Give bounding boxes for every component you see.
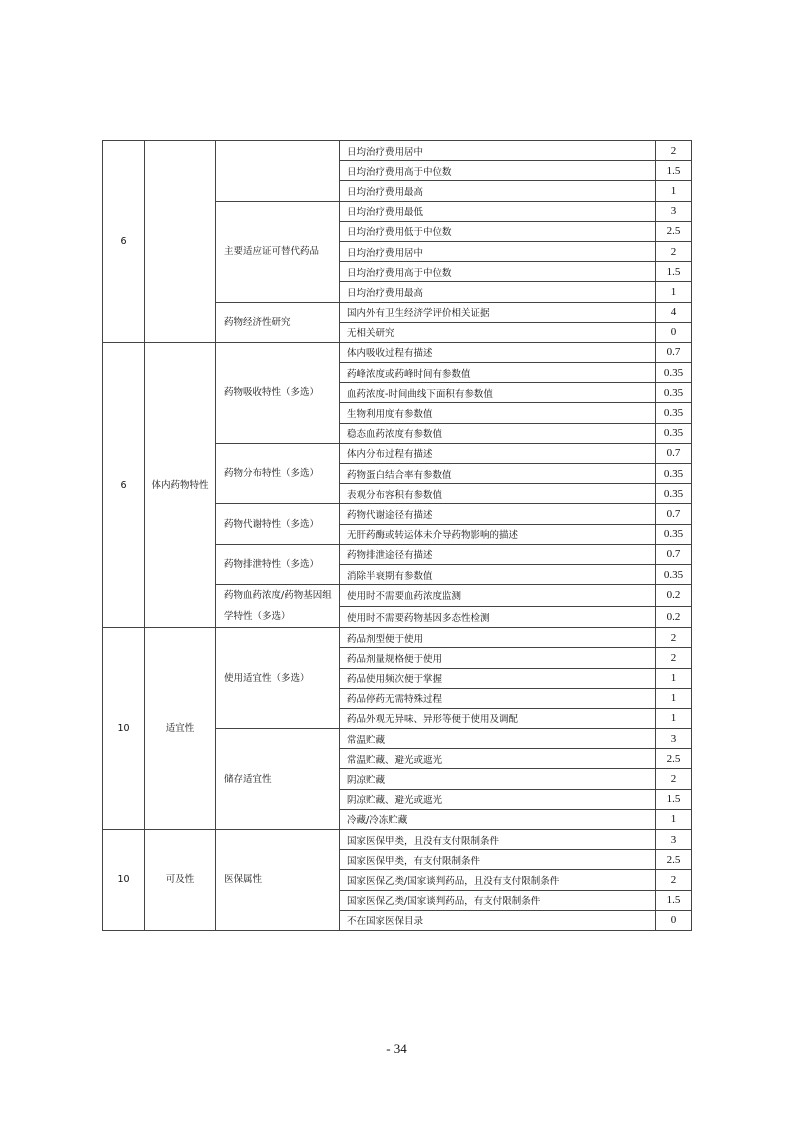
subcategory-cell: 使用适宜性（多选） [216,628,340,729]
score-cell: 0.35 [656,464,692,484]
score-cell: 2.5 [656,221,692,241]
score-cell: 1 [656,282,692,302]
criterion-cell: 国家医保乙类/国家谈判药品，有支付限制条件 [340,890,656,910]
criterion-cell: 体内吸收过程有描述 [340,342,656,362]
criterion-cell: 药物排泄途径有描述 [340,544,656,564]
criterion-cell: 阴凉贮藏 [340,769,656,789]
criterion-cell: 常温贮藏、避光或遮光 [340,749,656,769]
table-row [103,342,692,362]
criterion-cell: 国家医保乙类/国家谈判药品，且没有支付限制条件 [340,870,656,890]
row-number: 10 [103,830,145,931]
criterion-cell: 使用时不需要血药浓度监测 [340,585,656,607]
subcategory-cell: 医保属性 [216,830,340,931]
subcategory-cell: 药物代谢特性（多选） [216,504,340,544]
criterion-cell: 药品使用频次便于掌握 [340,668,656,688]
subcategory-cell: 药物吸收特性（多选） [216,342,340,443]
subcategory-cell: 药物分布特性（多选） [216,443,340,504]
score-cell: 0.7 [656,443,692,463]
criterion-cell: 国家医保甲类，且没有支付限制条件 [340,830,656,850]
category-cell: 可及性 [145,830,216,931]
criterion-cell: 日均治疗费用高于中位数 [340,262,656,282]
score-cell: 0.35 [656,403,692,423]
score-cell: 0.7 [656,342,692,362]
subcategory-cell: 主要适应证可替代药品 [216,201,340,302]
score-cell: 2 [656,769,692,789]
score-cell: 1.5 [656,262,692,282]
score-cell: 2 [656,241,692,261]
score-cell: 2 [656,648,692,668]
criterion-cell: 药品剂型便于使用 [340,628,656,648]
row-number: 10 [103,628,145,830]
score-cell: 0.35 [656,564,692,584]
score-cell: 2 [656,870,692,890]
criterion-cell: 稳态血药浓度有参数值 [340,423,656,443]
category-cell: 适宜性 [145,628,216,830]
criterion-cell: 日均治疗费用最低 [340,201,656,221]
criterion-cell: 药品外观无异味、异形等便于使用及调配 [340,708,656,728]
subcategory-cell [216,141,340,202]
score-cell: 0 [656,910,692,930]
score-cell: 1.5 [656,890,692,910]
score-cell: 0.7 [656,504,692,524]
criterion-cell: 血药浓度-时间曲线下面积有参数值 [340,383,656,403]
criterion-cell: 生物利用度有参数值 [340,403,656,423]
criterion-cell: 日均治疗费用最高 [340,282,656,302]
criterion-cell: 药物代谢途径有描述 [340,504,656,524]
category-cell [145,141,216,343]
scoring-table [102,140,692,931]
criterion-cell: 常温贮藏 [340,729,656,749]
criterion-cell: 日均治疗费用低于中位数 [340,221,656,241]
score-cell: 2.5 [656,749,692,769]
score-cell: 0.35 [656,524,692,544]
score-cell: 0 [656,322,692,342]
score-cell: 3 [656,729,692,749]
score-cell: 0.35 [656,423,692,443]
category-cell: 体内药物特性 [145,342,216,627]
criterion-cell: 药物蛋白结合率有参数值 [340,464,656,484]
scoring-table-body [103,141,692,931]
subcategory-cell: 药物血药浓度/药物基因组学特性（多选） [216,585,340,628]
criterion-cell: 不在国家医保目录 [340,910,656,930]
criterion-cell: 阴凉贮藏、避光或遮光 [340,789,656,809]
score-cell: 0.35 [656,363,692,383]
subcategory-cell: 储存适宜性 [216,729,340,830]
score-cell: 1 [656,708,692,728]
criterion-cell: 药品剂量规格便于使用 [340,648,656,668]
page-number: - 34 [386,1041,407,1056]
score-cell: 1 [656,668,692,688]
criterion-cell: 体内分布过程有描述 [340,443,656,463]
score-cell: 3 [656,201,692,221]
score-cell: 1 [656,181,692,201]
score-cell: 2 [656,141,692,161]
score-cell: 2 [656,628,692,648]
score-cell: 0.2 [656,585,692,607]
table-row [103,830,692,850]
criterion-cell: 消除半衰期有参数值 [340,564,656,584]
score-cell: 1 [656,809,692,829]
score-cell: 0.7 [656,544,692,564]
score-cell: 1.5 [656,789,692,809]
score-cell: 0.35 [656,484,692,504]
criterion-cell: 无相关研究 [340,322,656,342]
score-cell: 0.2 [656,606,692,628]
criterion-cell: 药峰浓度或药峰时间有参数值 [340,363,656,383]
criterion-cell: 使用时不需要药物基因多态性检测 [340,606,656,628]
criterion-cell: 表观分布容积有参数值 [340,484,656,504]
criterion-cell: 无肝药酶或转运体未介导药物影响的描述 [340,524,656,544]
score-cell: 3 [656,830,692,850]
criterion-cell: 冷藏/冷冻贮藏 [340,809,656,829]
table-row [103,628,692,648]
score-cell: 1.5 [656,161,692,181]
score-cell: 0.35 [656,383,692,403]
criterion-cell: 国内外有卫生经济学评价相关证据 [340,302,656,322]
criterion-cell: 药品停药无需特殊过程 [340,688,656,708]
criterion-cell: 国家医保甲类，有支付限制条件 [340,850,656,870]
row-number: 6 [103,141,145,343]
subcategory-cell: 药物排泄特性（多选） [216,544,340,584]
table-row [103,141,692,161]
subcategory-cell: 药物经济性研究 [216,302,340,342]
criterion-cell: 日均治疗费用最高 [340,181,656,201]
score-cell: 1 [656,688,692,708]
score-cell: 2.5 [656,850,692,870]
criterion-cell: 日均治疗费用居中 [340,141,656,161]
criterion-cell: 日均治疗费用居中 [340,241,656,261]
row-number: 6 [103,342,145,627]
score-cell: 4 [656,302,692,322]
criterion-cell: 日均治疗费用高于中位数 [340,161,656,181]
